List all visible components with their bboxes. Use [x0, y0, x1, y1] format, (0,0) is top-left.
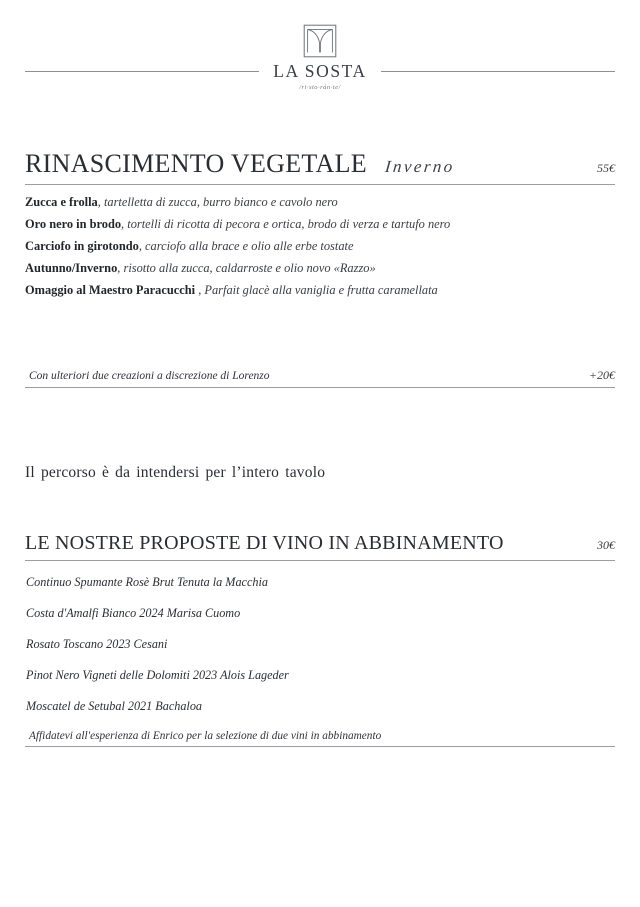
tasting-menu-season: Inverno [384, 157, 456, 176]
dish-description: Parfait glacè alla vaniglia e frutta caramellata [204, 282, 438, 297]
spacer-supplement-to-statement [25, 388, 615, 464]
wine-list [25, 575, 615, 714]
wine-item: Continuo Spumante Rosè Brut Tenuta la Macchia [26, 574, 268, 589]
masthead [25, 0, 615, 91]
supplement-note-text: Con ulteriori due creazioni a discrezione di Lorenzo [29, 369, 270, 382]
dish-item [25, 240, 615, 252]
spacer-masthead-to-menu [25, 91, 615, 149]
wine-item: Pinot Nero Vigneti delle Dolomiti 2023 Alois Lageder [26, 667, 289, 682]
wine-pairing-header-left [25, 532, 504, 555]
tasting-menu-header-left [25, 149, 455, 179]
dish-description: tartelletta di zucca, burro bianco e cavolo nero [103, 195, 338, 209]
supplement-price: +20€ [588, 367, 615, 382]
dish-name: Autunno/Inverno [25, 260, 118, 275]
tasting-menu-section [25, 149, 615, 296]
tasting-menu-title: RINASCIMENTO VEGETALE [25, 149, 367, 178]
dish-name: Oro nero in brodo [25, 216, 122, 231]
wine-item: Rosato Toscano 2023 Cesani [26, 636, 168, 651]
dish-name: Zucca e frolla [25, 195, 98, 209]
dish-description: risotto alla zucca, caldarroste e olio novo «Razzo» [123, 260, 376, 275]
wine-pairing-section [25, 532, 615, 747]
dish-item [25, 196, 615, 208]
brand-rule-left [25, 71, 259, 72]
table-policy-statement: Il percorso è da intendersi per l’intero tavolo [25, 463, 326, 481]
wine-pairing-header [25, 532, 615, 561]
wine-pairing-price: 30€ [597, 537, 615, 552]
dish-separator: , [117, 260, 121, 275]
brand-name: LA SOSTA [273, 61, 367, 81]
dish-item [25, 262, 615, 274]
dish-description: tortelli di ricotta di pecora e ortica, brodo di verza e tartufo nero [127, 216, 451, 231]
brand-pronunciation: /ri·sto·rán·te/ [299, 84, 341, 91]
wine-pairing-title: LE NOSTRE PROPOSTE DI VINO IN ABBINAMENTO [25, 531, 504, 554]
dish-item [25, 218, 615, 230]
dish-separator: , [97, 195, 101, 209]
wine-footer-note: Affidatevi all'esperienza di Enrico per la selezione di due vini in abbinamento [25, 730, 615, 747]
tasting-menu-header [25, 149, 615, 185]
dish-separator: , [195, 282, 202, 297]
wine-item: Costa d'Amalfi Bianco 2024 Marisa Cuomo [26, 605, 241, 620]
dish-separator: , [138, 238, 142, 253]
dish-name: Omaggio al Maestro Paracucchi [25, 282, 196, 297]
wine-item: Moscatel de Setubal 2021 Bachaloa [26, 698, 203, 713]
spacer-dishes-to-supplement [25, 306, 615, 368]
dish-item [25, 284, 615, 296]
arch-vault-logo-icon [303, 24, 337, 58]
logo-mark-wrap [25, 24, 615, 58]
dish-name: Carciofo in girotondo [25, 238, 139, 253]
supplement-note-row [25, 368, 615, 388]
brand-row [25, 61, 615, 82]
tasting-menu-price: 55€ [597, 161, 615, 175]
dish-separator: , [121, 216, 125, 231]
dish-list [25, 196, 615, 296]
brand-rule-right [381, 71, 615, 72]
spacer-statement-to-wine [25, 482, 615, 532]
dish-description: carciofo alla brace e olio alle erbe tostate [145, 238, 354, 253]
